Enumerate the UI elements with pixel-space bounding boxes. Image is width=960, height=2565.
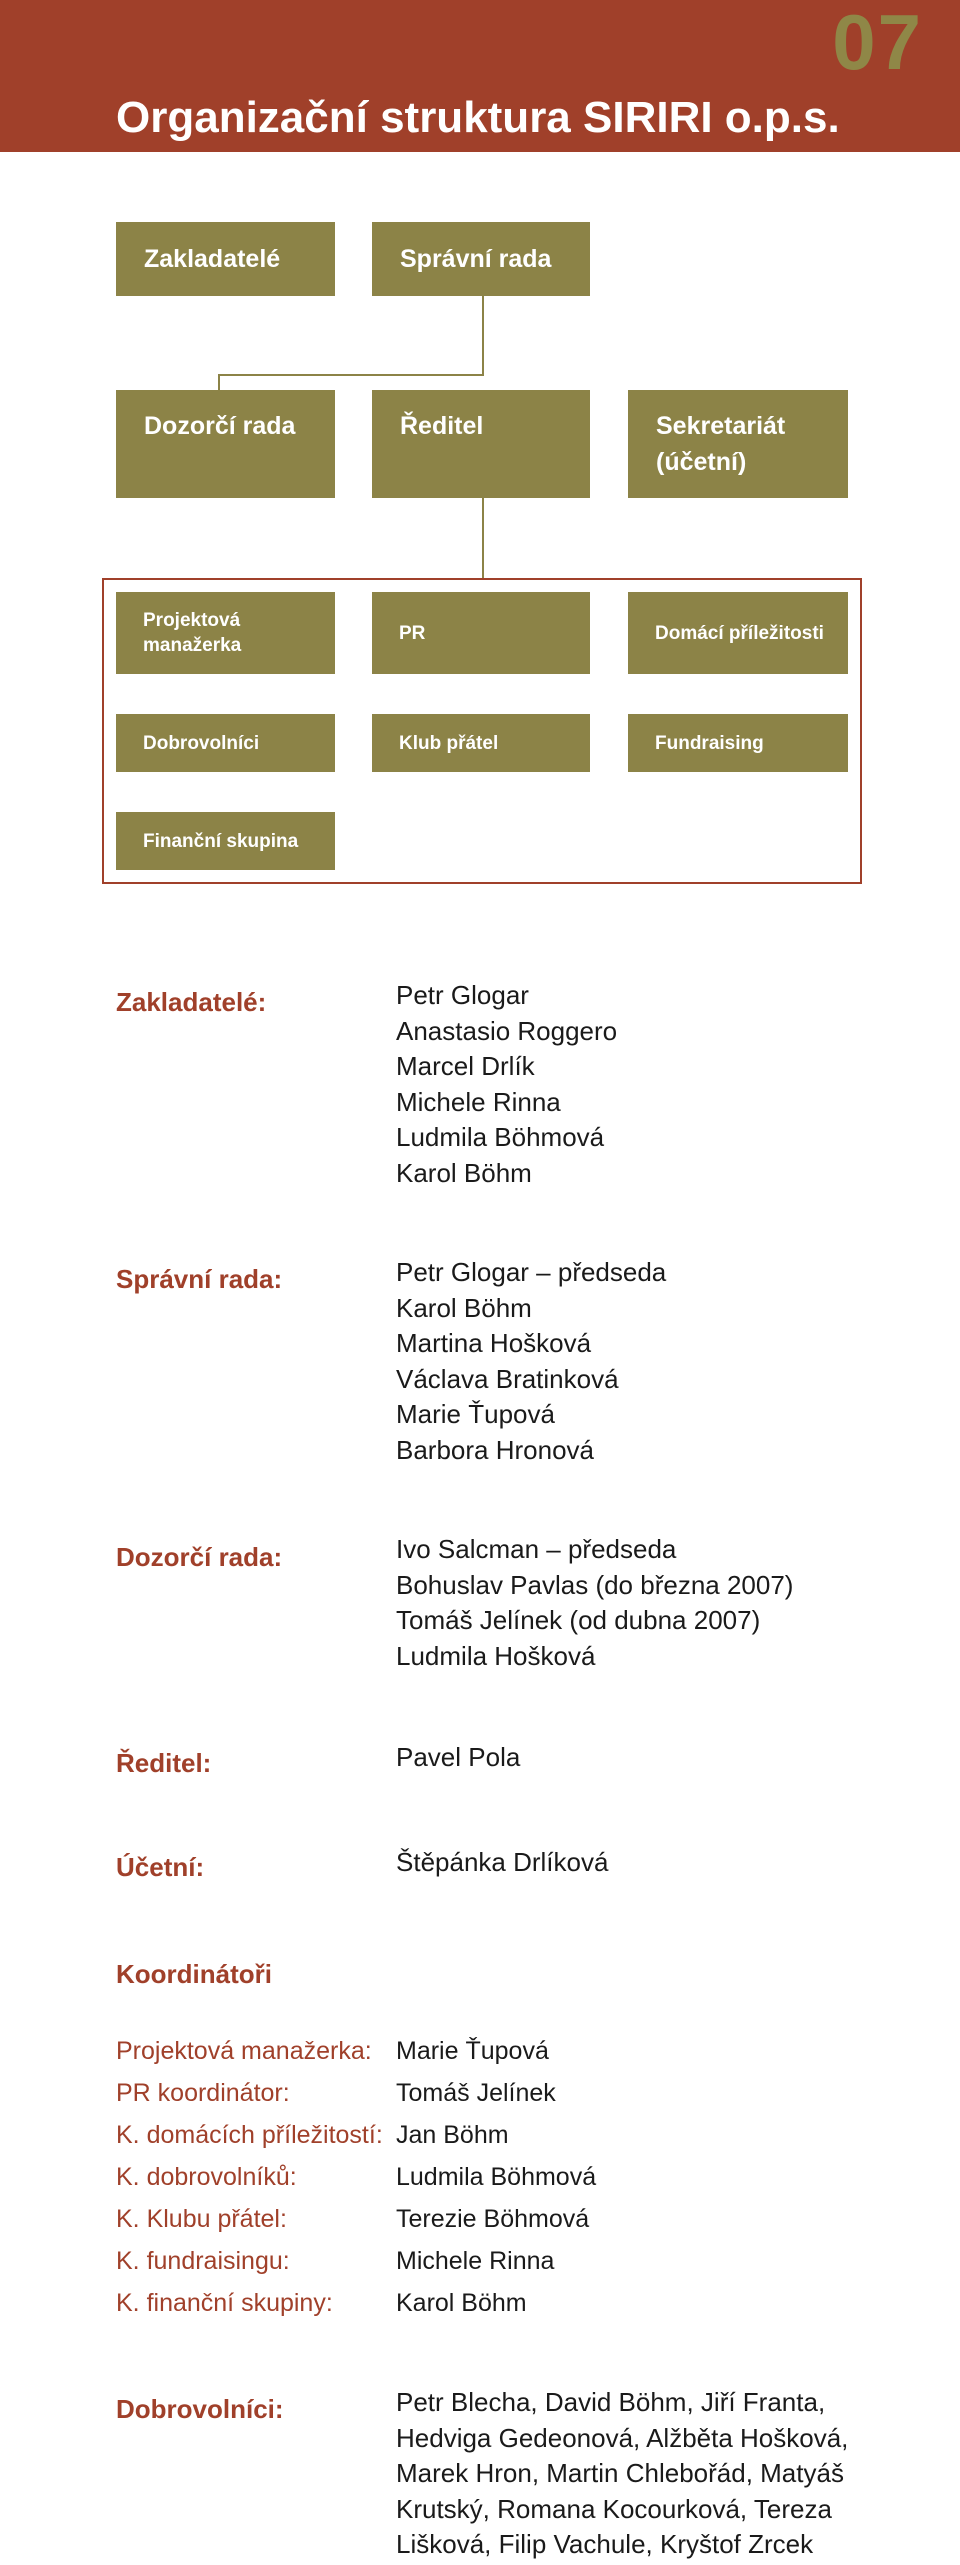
box-reditel-label: Ředitel [400, 412, 484, 440]
dobrovolnici-names: Petr Blecha, David Böhm, Jiří Franta, Hedviga Gedeonová, Alžběta Hošková, Marek Hron, Martin Chlebořád, Matyáš Krutský, Romana Kocourková, Tereza Lišková, Filip Vachule, Kryštof Zrcek [396, 2387, 849, 2559]
box-financni-label: Finanční skupina [143, 830, 299, 852]
box-dobrovolnici-label: Dobrovolníci [143, 732, 260, 754]
coordinator-name: Ludmila Böhmová [396, 2163, 597, 2191]
box-dozorci-rada-label: Dozorčí rada [144, 412, 296, 440]
box-pr [372, 592, 590, 674]
coordinator-name: Karol Böhm [396, 2289, 527, 2317]
box-dozorci-rada [116, 390, 335, 498]
name-item: Martina Hošková [396, 1328, 592, 1358]
box-domaci-label: Domácí příležitosti [655, 622, 824, 644]
coordinator-role: Projektová manažerka: [116, 2037, 372, 2065]
name-item: Ludmila Böhmová [396, 1122, 605, 1152]
page-title: Organizační struktura SIRIRI o.p.s. [116, 93, 840, 142]
zakladatele-names [396, 978, 617, 1191]
coordinator-name: Terezie Böhmová [396, 2205, 590, 2233]
dozorci-rada-label: Dozorčí rada: [116, 1542, 283, 1572]
name-item: Karol Böhm [396, 1292, 532, 1323]
coordinator-role: K. finanční skupiny: [116, 2289, 333, 2317]
coordinator-role: K. Klubu přátel: [116, 2205, 287, 2233]
name-item: Ludmila Hošková [396, 1640, 596, 1671]
coordinator-role: PR koordinátor: [116, 2079, 290, 2107]
box-financni-skupina [116, 812, 335, 870]
box-fundraising [628, 714, 848, 772]
box-sekretariat [628, 390, 848, 498]
spravni-rada-label: Správní rada: [116, 1264, 283, 1294]
connector-line [218, 374, 220, 390]
name-item: Marie Ťupová [396, 1399, 555, 1429]
ucetni-name: Štěpánka Drlíková [396, 1847, 609, 1877]
box-dobrovolnici [116, 714, 335, 772]
name-item: Bohuslav Pavlas (do března 2007) [396, 1569, 794, 1600]
box-domaci-prilezitosti [628, 592, 848, 674]
name-item: Marcel Drlík [396, 1051, 535, 1081]
coordinator-name: Jan Böhm [396, 2121, 509, 2149]
name-item: Anastasio Roggero [396, 1015, 618, 1046]
name-item: Ivo Salcman – předseda [396, 1534, 677, 1564]
name-item: Václava Bratinková [396, 1363, 619, 1394]
koordinatori-heading: Koordinátoři [116, 1959, 272, 1989]
name-item: Petr Glogar – předseda [396, 1257, 667, 1287]
name-item: Karol Böhm [396, 1157, 532, 1188]
coordinator-name: Michele Rinna [396, 2247, 555, 2275]
box-zakladatele [116, 222, 335, 296]
box-pr-label: PR [399, 622, 426, 644]
header-band [0, 0, 960, 152]
box-spravni-rada-label: Správní rada [400, 245, 552, 273]
box-reditel [372, 390, 590, 498]
name-item: Petr Glogar [396, 980, 529, 1010]
dozorci-rada-names [396, 1532, 793, 1674]
coordinator-role: K. domácích příležitostí: [116, 2121, 383, 2149]
box-fundraising-label: Fundraising [655, 732, 764, 754]
coordinator-name: Marie Ťupová [396, 2037, 549, 2065]
box-zakladatele-label: Zakladatelé [144, 245, 281, 273]
connector-line [482, 296, 484, 376]
name-item: Barbora Hronová [396, 1434, 594, 1465]
reditel-label: Ředitel: [116, 1748, 212, 1778]
zakladatele-label: Zakladatelé: [116, 987, 267, 1017]
coordinator-role: K. dobrovolníků: [116, 2163, 297, 2191]
koordinatori-names [396, 2030, 596, 2324]
page-number: 07 [832, 0, 923, 86]
box-klub-label: Klub přátel [399, 732, 499, 754]
box-sekretariat-label: Sekretariát (účetní) [656, 412, 786, 476]
box-klub-pratel [372, 714, 590, 772]
ucetni-label: Účetní: [116, 1852, 205, 1882]
dobrovolnici-label: Dobrovolníci: [116, 2394, 284, 2424]
connector-line [482, 498, 484, 578]
name-item: Michele Rinna [396, 1086, 561, 1117]
reditel-name: Pavel Pola [396, 1742, 521, 1772]
spravni-rada-names [396, 1255, 666, 1468]
name-item: Tomáš Jelínek (od dubna 2007) [396, 1605, 761, 1635]
connector-line [218, 374, 484, 376]
koordinatori-roles [116, 2030, 383, 2324]
box-projektova-label: Projektová manažerka [143, 610, 242, 656]
box-spravni-rada [372, 222, 590, 296]
box-projektova-manazerka [116, 592, 335, 674]
coordinator-role: K. fundraisingu: [116, 2247, 290, 2275]
coordinator-name: Tomáš Jelínek [396, 2079, 556, 2107]
